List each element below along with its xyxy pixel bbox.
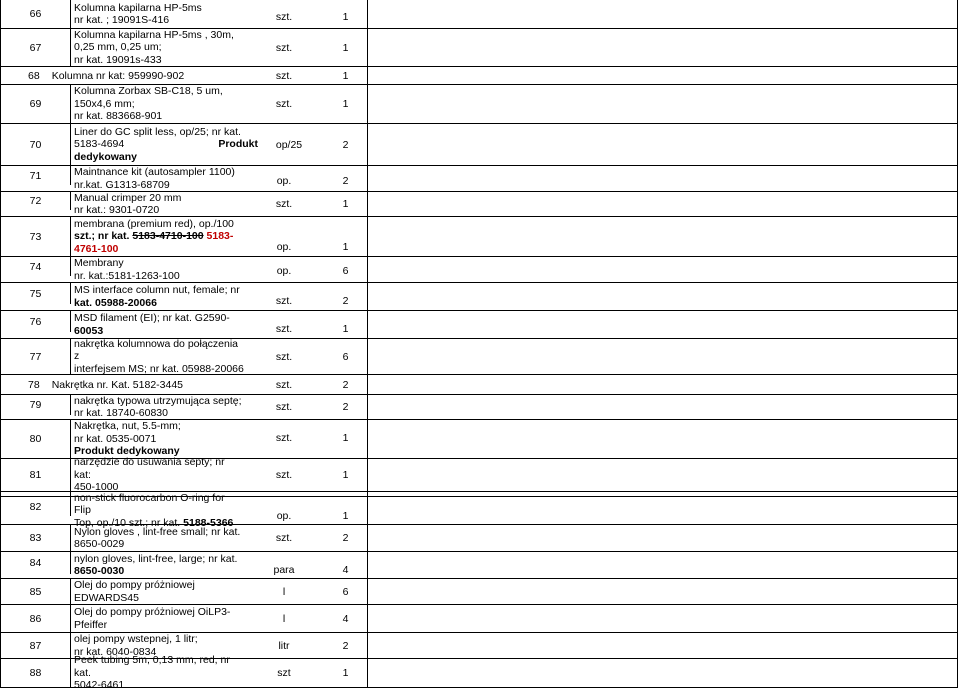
item-quantity: 4 [342,564,349,576]
item-quantity: 6 [342,264,349,277]
item-description: Kolumna kapilarna HP-5ms nr kat. ; 19091S-416 [74,1,202,26]
item-quantity: 2 [342,294,349,307]
item-quantity: 1 [342,469,349,481]
item-description: MSD filament (EI); nr kat. G2590- 60053 [74,312,230,337]
item-quantity: 6 [342,585,349,598]
row-number: 83 [1,525,71,551]
table-row [1,67,957,85]
empty-columns [367,375,957,394]
item-description: non-stick fluorocarbon O-ring for Flip Top, op./10 szt.; nr kat. 5188-5366 [74,491,234,529]
item-unit: szt. [275,294,293,307]
empty-columns [367,166,957,191]
row-number: 85 [1,579,71,604]
table-row [1,654,957,692]
gap-cell [1,492,71,496]
item-description: Olej do pompy próżniowej OiLP3- Pfeiffer [74,606,231,631]
row-number: 76 [1,311,71,332]
item-unit: szt. [275,198,293,210]
item-description: Maintnance kit (autosampler 1100) nr.kat. G1313-68709 [74,166,235,191]
item-quantity: 1 [342,10,349,23]
item-quantity: 2 [342,639,349,652]
item-quantity: 1 [342,240,349,253]
empty-columns [367,420,957,458]
empty-columns [367,217,957,256]
empty-columns [367,85,957,123]
table-row [1,579,957,605]
item-unit: szt. [275,41,293,54]
table-row [1,375,957,395]
empty-columns [367,633,957,658]
item-description: Nakrętka nr. Kat. 5182-3445 [51,378,184,391]
item-quantity: 4 [342,612,349,625]
table-row [1,217,957,257]
table-row [1,283,957,311]
row-number: 70 [1,124,71,165]
item-quantity: 2 [342,138,349,151]
item-unit: op. [276,240,292,253]
item-quantity: 1 [342,98,349,110]
item-unit: szt. [275,322,293,335]
row-number: 84 [1,552,71,574]
item-unit: szt. [275,469,293,481]
item-unit: szt. [275,69,293,82]
item-unit: l [282,612,286,625]
row-number: 73 [1,217,71,256]
row-number: 67 [1,29,71,66]
table-row [1,605,957,633]
table-row [1,420,957,459]
row-number: 68 [28,69,40,82]
item-description: Kolumna kapilarna HP-5ms , 30m, 0,25 mm, 0,25 um; nr kat. 19091s-433 [74,28,234,66]
row-number: 75 [1,283,71,304]
item-description: Peek tubing 5m, 0,13 mm, red, nr kat. 5042-6461 [74,654,230,692]
row-number: 72 [1,192,71,210]
item-unit: szt. [275,432,293,444]
row-number: 71 [1,166,71,185]
row-number: 88 [1,659,71,687]
item-unit: op. [276,509,292,522]
table-row [1,0,957,29]
empty-columns [367,605,957,632]
item-description: Kolumna nr kat: 959990-902 [51,69,185,82]
table-row [1,29,957,67]
empty-columns [367,29,957,66]
empty-columns [367,0,957,28]
item-unit: l [282,585,286,598]
item-description: Nakrętka, nut, 5.5-mm; nr kat. 0535-0071 Produkt dedykowany [74,420,181,458]
table-row [1,552,957,579]
item-description: Olej do pompy próżniowej EDWARDS45 [74,579,195,604]
row-number: 86 [1,605,71,632]
item-description: narzędzie do usuwania septy; nr kat: 450-1000 [74,456,225,494]
table-row [1,525,957,552]
item-quantity: 1 [342,198,349,210]
item-description: Nylon gloves , lint-free small; nr kat. 8650-0029 [74,525,241,550]
table-row [1,491,957,529]
empty-columns [367,67,957,84]
table-row [1,124,957,166]
empty-columns [367,311,957,338]
item-description: Liner do GC split less, op/25; nr kat. 5183-4694 Produkt dedykowany [74,125,258,163]
table-row [1,257,957,283]
row-number: 78 [28,378,40,391]
empty-columns [367,339,957,374]
item-quantity: 1 [342,41,349,54]
item-description: membrana (premium red), op./100 szt.; nr kat. 5183-4710-100 5183- 4761-100 [74,217,234,255]
table-row [1,395,957,420]
row-merged-label [1,67,244,84]
item-unit: szt. [275,378,293,391]
empty-columns [367,192,957,216]
item-description: nakrętka typowa utrzymująca septę; nr kat. 18740-60830 [74,394,242,419]
row-number: 87 [1,633,71,658]
empty-columns [367,552,957,578]
item-unit: op. [276,264,292,277]
item-unit: szt. [275,350,293,363]
row-number: 81 [1,459,71,491]
item-unit: op. [276,174,292,187]
item-unit: szt. [275,98,293,110]
table-row [1,311,957,339]
item-quantity: 1 [342,322,349,335]
item-description: nakrętka kolumnowa do połączenia z interfejsem MS; nr kat. 05988-20066 [74,337,244,375]
item-quantity: 2 [342,174,349,187]
item-quantity: 6 [342,350,349,363]
item-quantity: 1 [342,667,349,679]
item-unit: op/25 [275,138,303,151]
item-description: Membrany nr. kat.:5181-1263-100 [74,257,180,282]
item-quantity: 2 [342,532,349,544]
empty-columns [367,579,957,604]
empty-columns [367,283,957,310]
empty-columns [367,492,957,496]
item-quantity: 2 [342,401,349,413]
item-unit: szt. [275,532,293,544]
item-unit: szt [277,667,291,679]
row-number: 74 [1,257,71,276]
item-unit: szt. [275,401,293,413]
empty-columns [367,257,957,282]
row-number: 66 [1,0,71,28]
item-description: MS interface column nut, female; nr kat. 05988-20066 [74,284,240,309]
item-quantity: 1 [342,432,349,444]
row-number: 77 [1,339,71,374]
item-description: olej pompy wstepnej, 1 litr; nr kat. 6040-0834 [74,633,198,658]
item-description: Manual crimper 20 mm nr kat.: 9301-0720 [74,191,182,216]
table-row [1,339,957,375]
item-unit: litr [278,639,290,652]
empty-columns [367,659,957,687]
empty-columns [367,525,957,551]
row-number: 80 [1,420,71,458]
item-unit: szt. [275,10,293,23]
row-number: 82 [1,497,71,516]
row-number: 69 [1,85,71,123]
item-description: Kolumna Zorbax SB-C18, 5 um, 150x4,6 mm; nr kat. 883668-901 [74,85,223,123]
item-description: nylon gloves, lint-free, large; nr kat. 8650-0030 [74,552,238,577]
row-number: 79 [1,395,71,415]
item-unit: para [273,564,295,576]
table-row [1,192,957,217]
table-row [1,166,957,192]
empty-columns [367,124,957,165]
empty-columns [367,459,957,491]
row-merged-label [1,375,244,394]
empty-columns [367,395,957,419]
empty-columns [367,497,957,524]
item-quantity: 2 [342,378,349,391]
table-row [1,85,957,124]
item-quantity: 1 [342,509,349,522]
item-quantity: 1 [342,69,349,82]
table-row [1,456,957,494]
